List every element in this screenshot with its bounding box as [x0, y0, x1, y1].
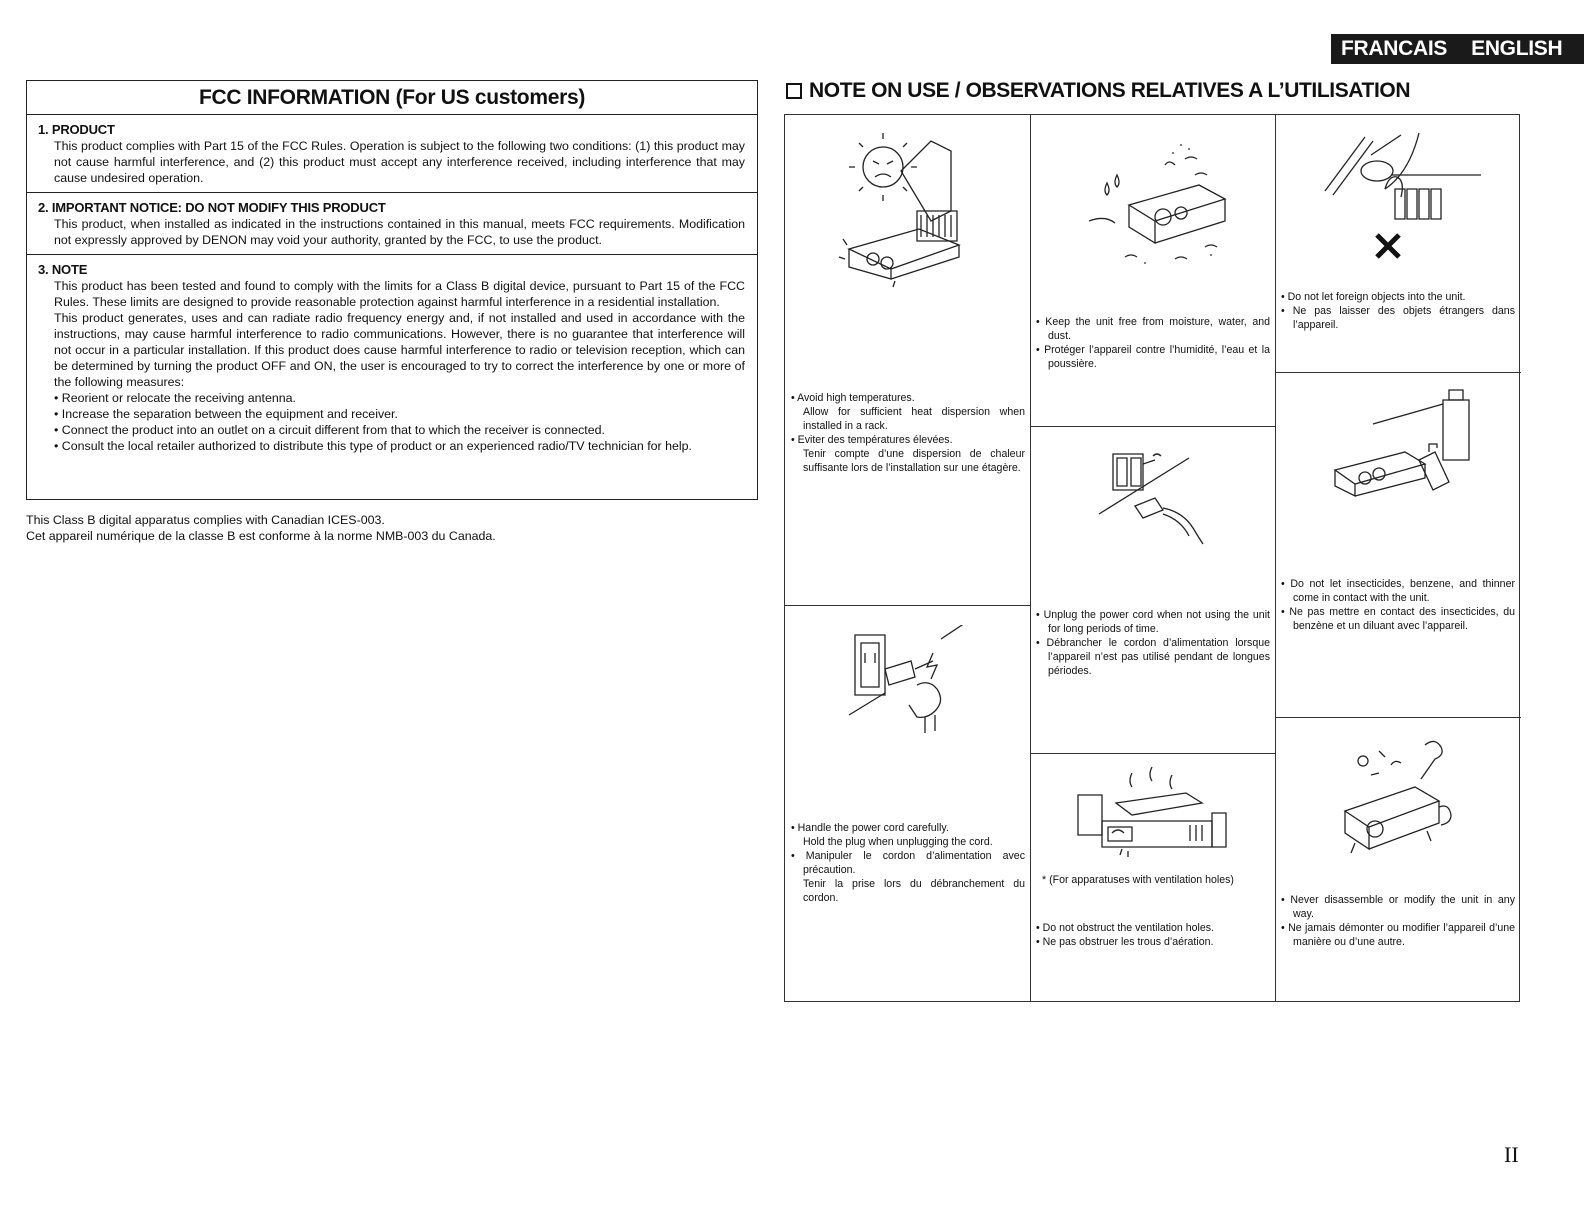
list-item: • Reorient or relocate the receiving antenna.: [54, 391, 296, 405]
bullet-fr: • Manipuler le cordon d’alimentation avec précaution.: [791, 850, 1025, 876]
bullet-fr: • Ne pas obstruer les trous d’aération.: [1036, 936, 1214, 948]
bullet-en-sub: Allow for sufficient heat dispersion when installed in a rack.: [803, 406, 1025, 432]
bullet-fr-sub: Tenir compte d’une dispersion de chaleur suffisante lors de l’installation sur une étagère.: [803, 448, 1025, 474]
spray-can-icon: [1319, 380, 1489, 510]
foreign-objects-icon: [1315, 125, 1485, 265]
canada-line-en: This Class B digital apparatus complies with Canadian ICES-003.: [26, 513, 385, 527]
language-tab: [1331, 34, 1584, 64]
cell-unplug: [1030, 426, 1275, 753]
foreign-text: [1281, 290, 1515, 332]
list-item: • Increase the separation between the equipment and receiver.: [54, 407, 398, 421]
section-text-2: This product generates, uses and can radiate radio frequency energy and, if not installed and used in accordance with the instructions, may cause harmful interference to radio communications. However, there is no guarantee that interference will not occur in a particular installation. If this product does cause harmful interference to radio or television reception, which can be determined by turning the product OFF and ON, the user is encouraged to try to correct the interference by one or more of the following measures:: [54, 311, 745, 389]
cord-text: [791, 821, 1025, 905]
list-item: • Consult the local retailer authorized to distribute this type of product or an experienced radio/TV technician for help.: [54, 439, 692, 453]
bullet-fr: • Eviter des températures élevées.: [791, 434, 953, 446]
section-heading: 2. IMPORTANT NOTICE: DO NOT MODIFY THIS PRODUCT: [38, 200, 386, 215]
note-title-text: NOTE ON USE / OBSERVATIONS RELATIVES A L’UTILISATION: [809, 79, 1411, 102]
cell-high-temperature: [785, 115, 1030, 605]
lang-french: FRANCAIS: [1341, 37, 1448, 60]
section-text: This product complies with Part 15 of the FCC Rules. Operation is subject to the following two conditions: (1) this product may not cause harmful interference, and (2) this product must accept any interference received, including interference that may cause undesired operation.: [54, 139, 745, 185]
bullet-fr: • Débrancher le cordon d’alimentation lorsque l’appareil n’est pas utilisé pendant de longues périodes.: [1036, 637, 1270, 677]
note-grid: [784, 114, 1520, 1002]
cell-power-cord: [785, 605, 1030, 1003]
bullet-en-sub: Hold the plug when unplugging the cord.: [803, 836, 993, 848]
bullet-en: • Keep the unit free from moisture, water, and dust.: [1036, 316, 1270, 342]
unplugged-cord-icon: [1095, 436, 1215, 546]
fcc-title: FCC INFORMATION (For US customers): [27, 81, 757, 115]
cell-disassemble: [1275, 717, 1521, 1003]
canada-line-fr: Cet appareil numérique de la classe B est conforme à la norme NMB-003 du Canada.: [26, 529, 496, 543]
note-title: [786, 79, 1410, 103]
plug-outlet-icon: [845, 625, 975, 735]
bullet-en: • Do not let insecticides, benzene, and thinner come in contact with the unit.: [1281, 578, 1515, 604]
page-number: II: [1504, 1142, 1519, 1167]
section-heading: 3. NOTE: [38, 262, 88, 277]
heat-text: [791, 391, 1025, 475]
x-mark: [1377, 235, 1399, 257]
fcc-section-note: [27, 255, 757, 460]
section-text: This product has been tested and found to comply with the limits for a Class B digital device, pursuant to Part 15 of the FCC Rules. These limits are designed to provide reasonable protection against harmful interference in a residential installation.: [54, 279, 745, 309]
bullet-en: • Never disassemble or modify the unit in any way.: [1281, 894, 1515, 920]
moisture-dust-icon: [1085, 135, 1235, 275]
fcc-information-box: [26, 80, 758, 500]
moisture-text: [1036, 315, 1270, 371]
sun-heat-icon: [835, 131, 965, 291]
bullet-en: • Do not let foreign objects into the unit.: [1281, 291, 1466, 303]
screwdriver-icon: [1335, 731, 1465, 861]
bullet-en: • Do not obstruct the ventilation holes.: [1036, 922, 1215, 934]
bullet-fr: • Ne pas laisser des objets étrangers dans l’appareil.: [1281, 305, 1515, 331]
checkbox-icon: [786, 83, 802, 99]
unplug-text: [1036, 608, 1270, 678]
bullet-en: • Handle the power cord carefully.: [791, 822, 949, 834]
bullet-en: • Avoid high temperatures.: [791, 392, 915, 404]
measures-list: [38, 390, 745, 454]
lang-english: ENGLISH: [1471, 37, 1563, 60]
bullet-fr-sub: Tenir la prise lors du débranchement du cordon.: [803, 878, 1025, 904]
vent-text: [1036, 921, 1270, 949]
cell-chemicals: [1275, 372, 1521, 717]
canada-compliance: [26, 512, 496, 544]
bullet-fr: • Protéger l’appareil contre l’humidité, l’eau et la poussière.: [1036, 344, 1270, 370]
ventilation-footnote: * (For apparatuses with ventilation holes): [1042, 874, 1234, 886]
cell-foreign-objects: [1275, 115, 1521, 372]
disassemble-text: [1281, 893, 1515, 949]
bullet-fr: • Ne jamais démonter ou modifier l’appareil d’une manière ou d’une autre.: [1281, 922, 1515, 948]
cell-moisture: [1030, 115, 1275, 426]
bullet-fr: • Ne pas mettre en contact des insecticides, du benzène et un diluant avec l’appareil.: [1281, 606, 1515, 632]
list-item: • Connect the product into an outlet on a circuit different from that to which the receiver is connected.: [54, 423, 605, 437]
section-heading: 1. PRODUCT: [38, 122, 115, 137]
section-text: This product, when installed as indicated in the instructions contained in this manual, meets FCC requirements. Modification not expressly approved by DENON may void your authority, granted by the FCC, to use the product.: [54, 217, 745, 247]
cell-ventilation: [1030, 753, 1275, 1003]
ventilation-icon: [1072, 763, 1232, 863]
bullet-en: • Unplug the power cord when not using the unit for long periods of time.: [1036, 609, 1270, 635]
chem-text: [1281, 577, 1515, 633]
fcc-section-product: [27, 115, 757, 193]
fcc-section-notice: [27, 193, 757, 255]
